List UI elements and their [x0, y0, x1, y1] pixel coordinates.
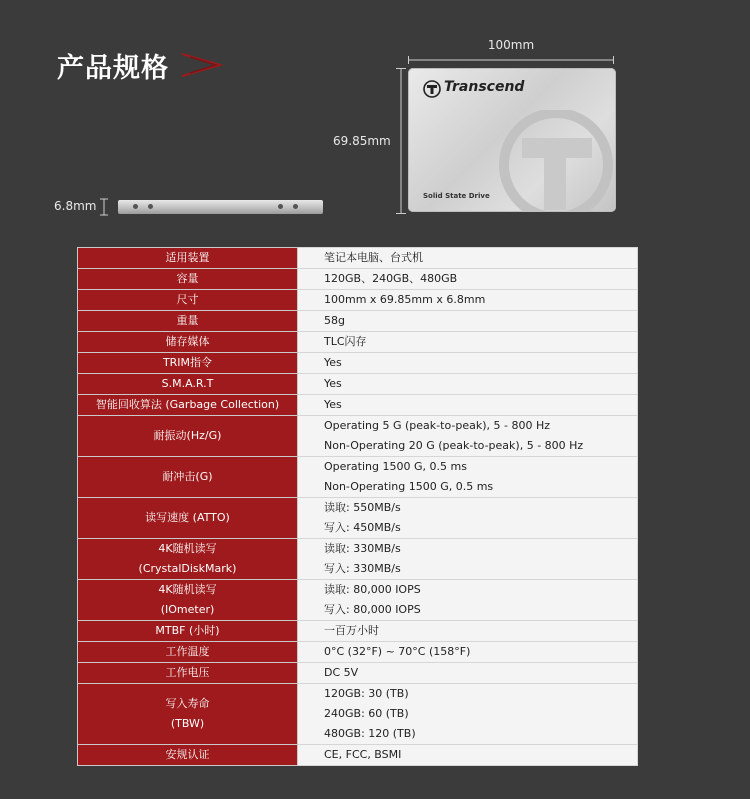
- spec-row: [78, 395, 638, 416]
- spec-value: 一百万小时: [324, 624, 379, 637]
- spec-value: DC 5V: [324, 666, 359, 679]
- depth-dimension-line: [98, 198, 110, 216]
- spec-value: 读取: 80,000 IOPS: [324, 583, 421, 596]
- spec-row: [78, 621, 638, 642]
- spec-key: 工作温度: [165, 645, 210, 658]
- spec-key-cell: [78, 416, 298, 457]
- screw-hole-icon: [133, 204, 138, 209]
- screw-hole-icon: [278, 204, 283, 209]
- spec-value: CE, FCC, BSMI: [324, 748, 402, 761]
- spec-value: 100mm x 69.85mm x 6.8mm: [324, 293, 486, 306]
- spec-key-cell: [78, 621, 298, 642]
- spec-value-cell: [298, 684, 638, 745]
- spec-value: TLC闪存: [324, 335, 367, 348]
- spec-key-cell: [78, 248, 298, 269]
- spec-key: 读写速度 (ATTO): [145, 511, 230, 524]
- spec-value-cell: [298, 539, 638, 580]
- spec-value-cell: [298, 290, 638, 311]
- spec-key: 4K随机读写: [158, 583, 217, 596]
- spec-key: 写入寿命: [165, 697, 210, 710]
- spec-row: [78, 416, 638, 457]
- spec-value-cell: [298, 663, 638, 684]
- spec-value-cell: [298, 269, 638, 290]
- height-dimension-label: 69.85mm: [333, 134, 391, 148]
- spec-key: (IOmeter): [160, 603, 215, 616]
- spec-key-cell: [78, 311, 298, 332]
- spec-key: 工作电压: [165, 666, 210, 679]
- spec-key: (TBW): [170, 717, 205, 730]
- spec-value: 写入: 330MB/s: [324, 562, 401, 575]
- spec-key-cell: [78, 642, 298, 663]
- spec-value: 120GB: 30 (TB): [324, 687, 409, 700]
- depth-dimension-label: 6.8mm: [54, 199, 97, 213]
- height-dimension-line: [396, 68, 406, 214]
- ssd-side-image: [118, 200, 323, 214]
- spec-value: Yes: [324, 398, 342, 411]
- spec-value-cell: [298, 311, 638, 332]
- spec-value: 读取: 330MB/s: [324, 542, 401, 555]
- spec-value: 写入: 450MB/s: [324, 521, 401, 534]
- spec-key-cell: [78, 457, 298, 498]
- ssd-label: Solid State Drive: [423, 192, 490, 200]
- spec-row: [78, 539, 638, 580]
- spec-key-cell: [78, 684, 298, 745]
- spec-key: 重量: [176, 314, 199, 327]
- spec-key: 耐冲击(G): [162, 470, 213, 483]
- spec-key-cell: [78, 395, 298, 416]
- spec-key-cell: [78, 269, 298, 290]
- spec-value: 480GB: 120 (TB): [324, 727, 416, 740]
- spec-key-cell: [78, 290, 298, 311]
- spec-key-cell: [78, 498, 298, 539]
- spec-row: [78, 745, 638, 766]
- page-title: 产品规格: [57, 53, 169, 84]
- screw-hole-icon: [293, 204, 298, 209]
- spec-key-cell: [78, 332, 298, 353]
- spec-value: 笔记本电脑、台式机: [324, 251, 423, 264]
- spec-value: 58g: [324, 314, 345, 327]
- spec-value-cell: [298, 374, 638, 395]
- spec-value-cell: [298, 580, 638, 621]
- spec-value-cell: [298, 332, 638, 353]
- spec-row: [78, 248, 638, 269]
- spec-value-cell: [298, 642, 638, 663]
- spec-table: [77, 247, 638, 766]
- spec-row: [78, 498, 638, 539]
- spec-value-cell: [298, 745, 638, 766]
- spec-key: 储存媒体: [165, 335, 210, 348]
- spec-key: 耐振动(Hz/G): [153, 429, 222, 442]
- width-dimension-label: 100mm: [487, 38, 535, 52]
- spec-key: S.M.A.R.T: [161, 377, 214, 390]
- transcend-logo-icon: [423, 80, 441, 98]
- spec-row: [78, 663, 638, 684]
- ssd-brand: Transcend: [444, 79, 525, 95]
- ssd-emblem-icon: [496, 110, 616, 212]
- spec-key-cell: [78, 353, 298, 374]
- spec-value-cell: [298, 353, 638, 374]
- spec-row: [78, 311, 638, 332]
- spec-value-cell: [298, 621, 638, 642]
- spec-value: 120GB、240GB、480GB: [324, 272, 458, 285]
- spec-value: Operating 1500 G, 0.5 ms: [324, 460, 467, 473]
- spec-value: Non-Operating 1500 G, 0.5 ms: [324, 480, 494, 493]
- spec-key: MTBF (小时): [155, 624, 220, 637]
- spec-row: [78, 580, 638, 621]
- spec-key-cell: [78, 374, 298, 395]
- spec-key: 智能回收算法 (Garbage Collection): [95, 398, 280, 411]
- spec-key-cell: [78, 539, 298, 580]
- width-dimension-line: [408, 56, 614, 64]
- spec-row: [78, 332, 638, 353]
- spec-row: [78, 353, 638, 374]
- spec-value: 读取: 550MB/s: [324, 501, 401, 514]
- spec-key: 尺寸: [176, 293, 199, 306]
- spec-value-cell: [298, 395, 638, 416]
- spec-key: TRIM指令: [162, 356, 213, 369]
- spec-value: Yes: [324, 377, 342, 390]
- spec-row: [78, 457, 638, 498]
- spec-value-cell: [298, 416, 638, 457]
- spec-row: [78, 269, 638, 290]
- spec-value: Operating 5 G (peak-to-peak), 5 - 800 Hz: [324, 419, 550, 432]
- ssd-front-image: [408, 68, 616, 212]
- spec-value: Non-Operating 20 G (peak-to-peak), 5 - 800 Hz: [324, 439, 584, 452]
- spec-key-cell: [78, 663, 298, 684]
- spec-key: 4K随机读写: [158, 542, 217, 555]
- spec-row: [78, 684, 638, 745]
- chevron-right-icon: [180, 52, 224, 78]
- spec-row: [78, 642, 638, 663]
- spec-value: 240GB: 60 (TB): [324, 707, 409, 720]
- spec-value: Yes: [324, 356, 342, 369]
- spec-value-cell: [298, 498, 638, 539]
- spec-key: 容量: [176, 272, 199, 285]
- screw-hole-icon: [148, 204, 153, 209]
- spec-key: (CrystalDiskMark): [138, 562, 237, 575]
- spec-value-cell: [298, 248, 638, 269]
- spec-key-cell: [78, 745, 298, 766]
- spec-key: 安规认证: [165, 748, 210, 761]
- spec-value: 0°C (32°F) ~ 70°C (158°F): [324, 645, 471, 658]
- spec-value: 写入: 80,000 IOPS: [324, 603, 421, 616]
- spec-row: [78, 290, 638, 311]
- spec-value-cell: [298, 457, 638, 498]
- spec-row: [78, 374, 638, 395]
- spec-key-cell: [78, 580, 298, 621]
- spec-key: 适用装置: [165, 251, 210, 264]
